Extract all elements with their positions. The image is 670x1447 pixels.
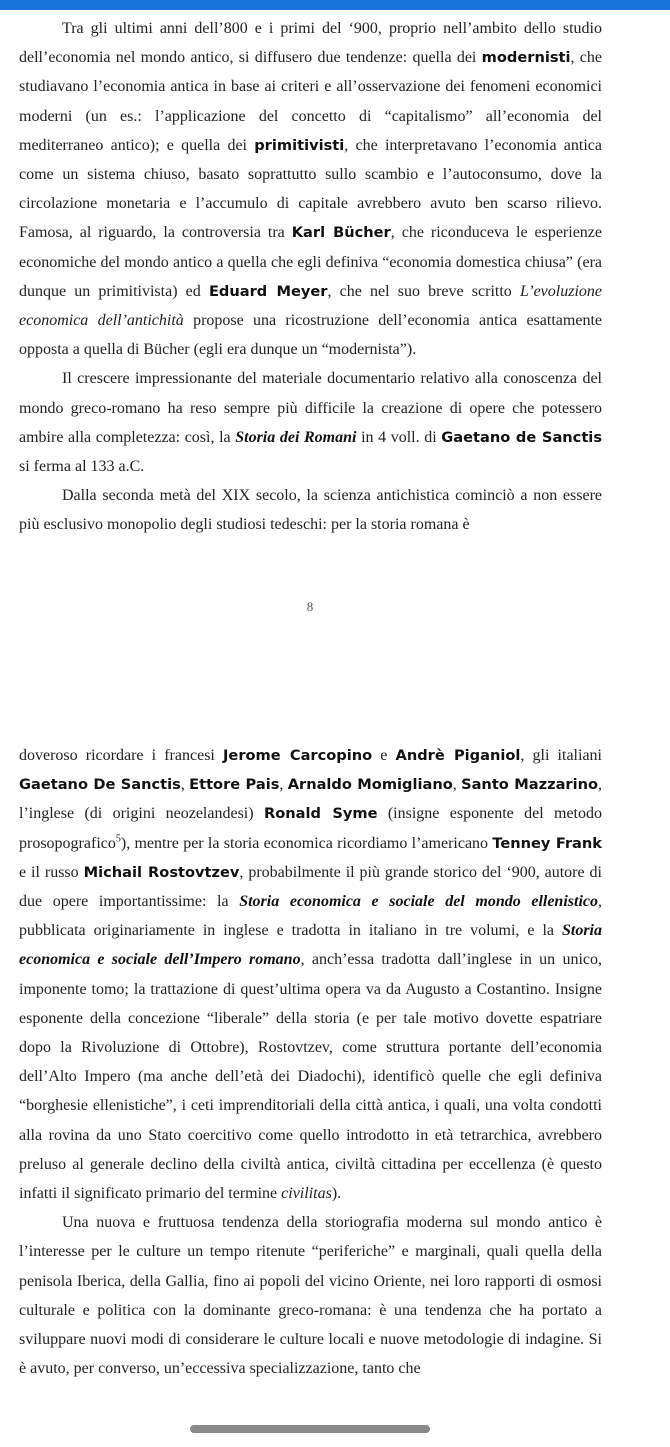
text-run: (insigne esponente del metodo prosopografico	[19, 805, 603, 852]
paragraph	[19, 741, 602, 1208]
text-run: si ferma al 133 a.C.	[19, 458, 145, 476]
text-run: ,	[279, 776, 288, 794]
text-run: , probabilmente il più grande storico del ‘900, autore di due opere importantissime: la	[19, 863, 603, 911]
top-status-bar	[0, 0, 670, 10]
bold-name: Andrè Piganiol	[395, 747, 521, 764]
bold-italic-title: Storia dei Romani	[235, 428, 357, 446]
italic-term: civilitas	[281, 1185, 332, 1203]
bold-name: Karl Bücher	[291, 224, 391, 242]
text-run: ,	[452, 776, 462, 794]
home-indicator-bar[interactable]	[190, 1425, 430, 1433]
bold-name: Arnaldo Momigliano	[287, 776, 453, 794]
bold-name: Santo Mazzarino	[461, 776, 599, 794]
bold-term: primitivisti	[254, 136, 345, 154]
bold-name: Tenney Frank	[492, 834, 602, 852]
bold-italic-title: Storia economica e sociale del mondo ellenistico	[239, 893, 598, 911]
bold-name: Gaetano de Sanctis	[441, 428, 603, 446]
text-run: , gli italiani	[520, 747, 602, 764]
text-run: ), mentre per la storia economica ricordiamo l’americano	[120, 834, 493, 852]
text-run: ).	[331, 1185, 342, 1203]
text-run: doveroso ricordare i francesi	[19, 747, 223, 764]
italic-title: L’evoluzione economica dell’antichità	[19, 282, 602, 330]
text-run: , che interpretavano l’economia antica come un sistema chiuso, basato soprattutto sullo scambio e l’autoconsumo, dove la circolazione monetaria e l’accumulo di capitale avrebbero avuto ben scarso rilievo. Famosa, al riguardo, la controversia tra	[19, 136, 602, 242]
paragraph	[19, 1208, 602, 1383]
text-run: Il crescere impressionante del materiale documentario relativo alla conoscenza del mondo greco-romano ha reso sempre più difficile la creazione di opere che potessero ambire alla completezza: così, la	[19, 370, 602, 446]
text-run: Tra gli ultimi anni dell’800 e i primi del ‘900, proprio nell’ambito dello studio dell’economia nel mondo antico, si diffusero due tendenze: quella dei	[19, 20, 602, 67]
text-run: , anch’essa tradotta dall’inglese in un unico, imponente tomo; la trattazione di quest’ultima opera va da Augusto a Costantino. Insigne esponente della concezione “liberale” della storia (e per tale motivo dovette espatriare dopo la Rivoluzione di Ottobre), Rostovtzev, come struttura portante dell’economia dell’Alto Impero (ma anche dell’età dei Diadochi), identificò quelle che egli definiva “borghesie ellenistiche”, i ceti imprenditoriali della città antica, i quali, una volta condotti alla rovina da uno Stato coercitivo come quello introdotto in età tetrarchica, avrebbero preluso al generale declino della civiltà antica, civiltà cittadina per eccellenza (è questo infatti il significato primario del termine	[19, 951, 603, 1203]
bold-name: Jerome Carcopino	[223, 747, 373, 764]
text-run: , che nel suo breve scritto	[327, 282, 520, 300]
text-run: , che riconduceva le esperienze economiche del mondo antico a quella che egli definiva “economia domestica chiusa” (era dunque un primitivista) ed	[19, 224, 602, 300]
text-run: in 4 voll. di	[356, 428, 442, 446]
text-run: ,	[180, 776, 190, 794]
text-run: e il russo	[19, 863, 84, 881]
paragraph	[19, 14, 602, 364]
text-run: , che studiavano l’economia antica in base ai criteri e all’osservazione dei fenomeni economici moderni (un es.: l’applicazione del concetto di “capitalismo” all’economia del mediterraneo antico); e quella dei	[19, 49, 603, 154]
paragraph	[19, 364, 602, 481]
bold-name: Michail Rostovtzev	[83, 863, 240, 881]
bold-name: Ronald Syme	[263, 805, 378, 823]
bold-name: Ettore Pais	[189, 776, 280, 794]
paragraph	[19, 481, 602, 539]
text-run: Dalla seconda metà del XIX secolo, la scienza antichistica cominciò a non essere più esclusivo monopolio degli studiosi tedeschi: per la storia romana è	[19, 487, 602, 534]
document-page-9	[19, 741, 602, 1383]
page-number: 8	[306, 599, 314, 614]
bold-italic-title: Storia economica e sociale dell’Impero romano	[19, 922, 602, 969]
text-run: propose una ricostruzione dell’economia antica esattamente opposta a quella di Bücher (egli era dunque un “modernista”).	[19, 312, 602, 359]
bold-name: Eduard Meyer	[208, 282, 328, 300]
text-run: e	[372, 747, 396, 764]
footnote-marker[interactable]: 5	[115, 833, 121, 845]
document-page-8	[19, 14, 602, 540]
text-run: , pubblicata originariamente in inglese e tradotta in italiano in tre volumi, e la	[19, 893, 602, 940]
text-run: , l’inglese (di origini neozelandesi)	[19, 776, 603, 823]
bold-name: Gaetano De Sanctis	[19, 776, 181, 794]
text-run: Una nuova e fruttuosa tendenza della storiografia moderna sul mondo antico è l’interesse per le culture un tempo ritenute “periferiche” e marginali, quali quella della penisola Iberica, della Gallia, fino ai popoli del vicino Oriente, nei loro rapporti di osmosi culturale e politica con la dominante greco-romana: è una tendenza che ha portato a sviluppare nuovi modi di considerare le culture locali e nuove metodologie di indagine. Si è avuto, per converso, un’eccessiva specializzazione, tanto che	[19, 1214, 602, 1378]
bold-term: modernisti	[481, 49, 571, 67]
